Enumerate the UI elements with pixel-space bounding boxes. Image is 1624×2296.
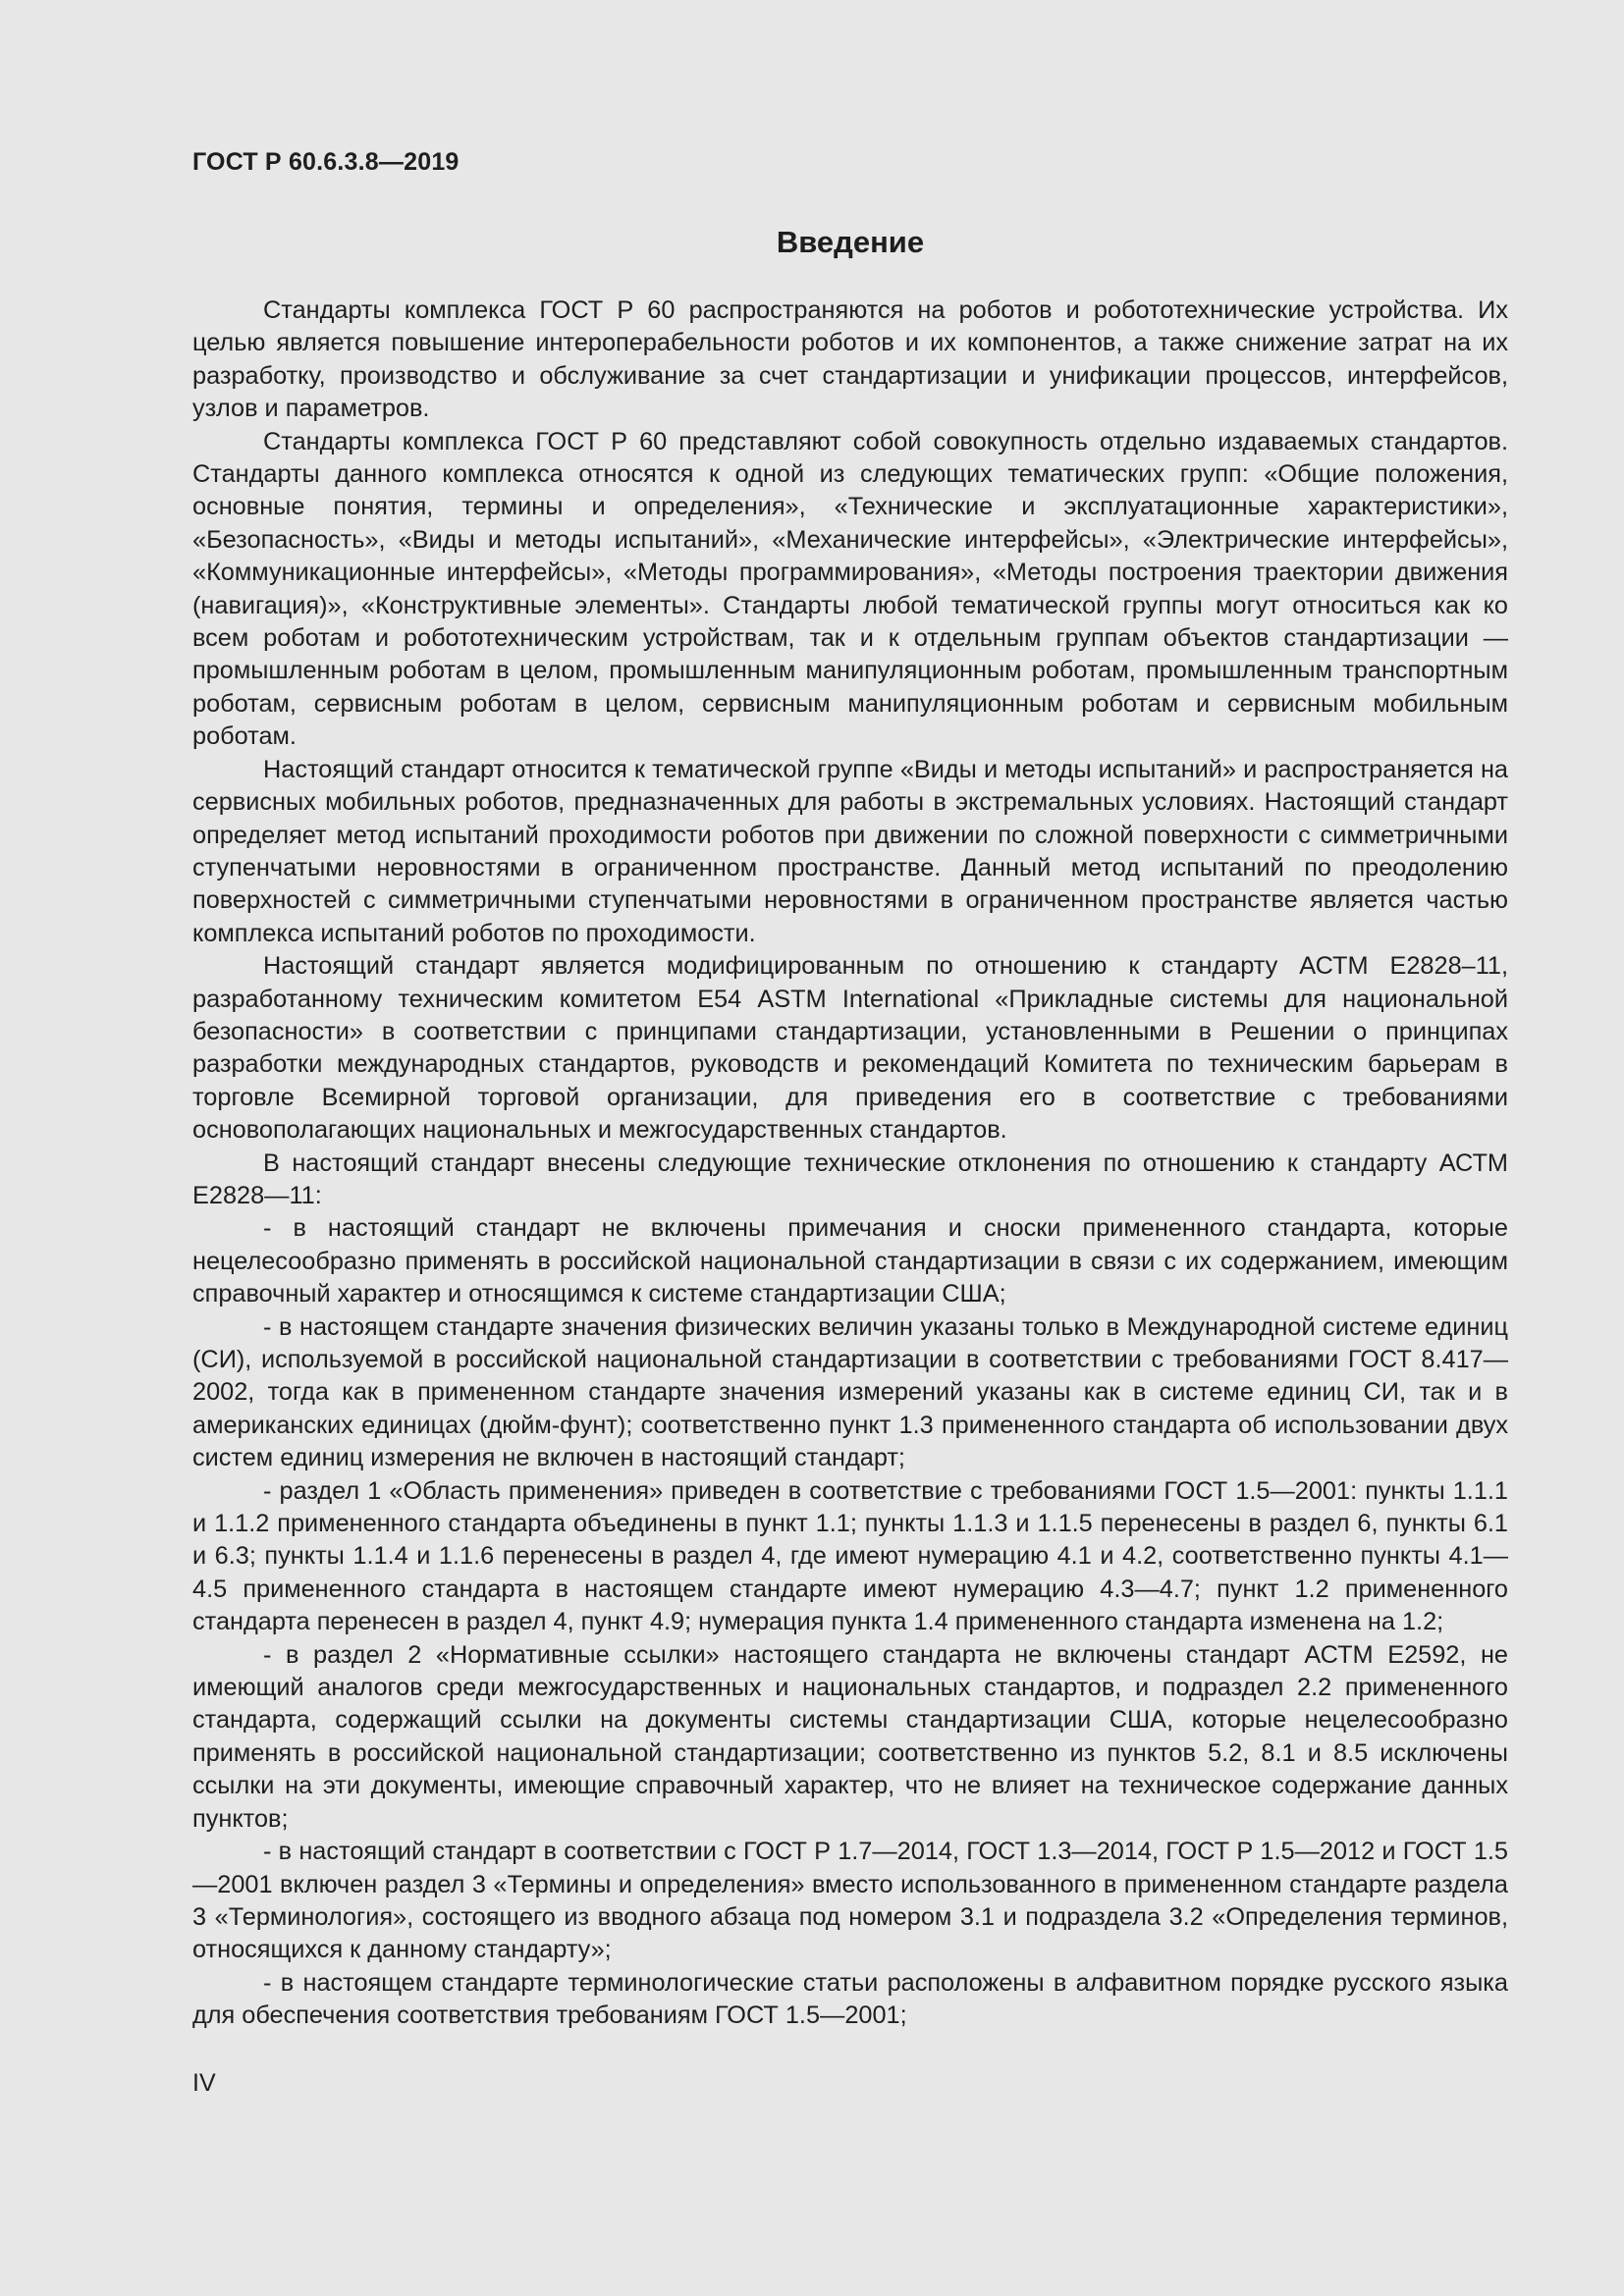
list-item: - в настоящий стандарт не включены примечания и сноски примененного стандарта, которые нецелесообразно применять в российской национальной стандартизации в связи с их содержанием, имеющим справочный характер и относящимся к системе стандартизации США;: [192, 1214, 1508, 1308]
page-number: IV: [192, 2069, 216, 2097]
paragraph: Настоящий стандарт относится к тематической группе «Виды и методы испытаний» и распространяется на сервисных мобильных роботов, предназначенных для работы в экстремальных условиях. Настоящий стандарт определяет метод испытаний проходимости роботов при движении по сложной поверхности с симметричными ступенчатыми неровностями в ограниченном пространстве. Данный метод испытаний по преодолению поверхностей с симметричными ступенчатыми неровностями в ограниченном пространстве является частью комплекса испытаний роботов по проходимости.: [192, 755, 1508, 947]
list-item: - в настоящем стандарте терминологические статьи расположены в алфавитном порядке русского языка для обеспечения соответствия требованиям ГОСТ 1.5—2001;: [192, 1968, 1508, 2030]
list-item: - в настоящий стандарт в соответствии с ГОСТ Р 1.7—2014, ГОСТ 1.3—2014, ГОСТ Р 1.5—2012 и ГОСТ 1.5—2001 включен раздел 3 «Термины и определения» вместо использованного в примененном стандарте раздела 3 «Терминология», состоящего из вводного абзаца под номером 3.1 и подраздела 3.2 «Определения терминов, относящихся к данному стандарту»;: [192, 1838, 1508, 1964]
paragraph: Стандарты комплекса ГОСТ Р 60 распространяются на роботов и робототехнические устройства. Их целью является повышение интероперабельности роботов и их компонентов, а также снижение затрат на их разработку, производство и обслуживание за счет стандартизации и унификации процессов, интерфейсов, узлов и параметров.: [192, 296, 1508, 423]
paragraph: В настоящий стандарт внесены следующие технические отклонения по отношению к стандарту АСТМ Е2828—11:: [192, 1148, 1508, 1209]
document-header: ГОСТ Р 60.6.3.8—2019: [192, 148, 460, 176]
section-title: Введение: [776, 225, 925, 259]
paragraph: Настоящий стандарт является модифицированным по отношению к стандарту АСТМ Е2828–11, разработанному техническим комитетом Е54 ASTM International «Прикладные системы для национальной безопасности» в соответствии с принципами стандартизации, установленными в Решении о принципах разработки международных стандартов, руководств и рекомендаций Комитета по техническим барьерам в торговле Всемирной торговой организации, для приведения его в соответствие с требованиями основополагающих национальных и межгосударственных стандартов.: [192, 952, 1508, 1145]
list-item: - в настоящем стандарте значения физических величин указаны только в Международной системе единиц (СИ), используемой в российской национальной стандартизации в соответствии с требованиями ГОСТ 8.417—2002, тогда как в примененном стандарте значения измерений указаны как в системе единиц СИ, так и в американских единицах (дюйм-фунт); соответственно пункт 1.3 примененного стандарта об использовании двух систем единиц измерения не включен в настоящий стандарт;: [192, 1312, 1508, 1472]
list-item: - в раздел 2 «Нормативные ссылки» настоящего стандарта не включены стандарт АСТМ Е2592, не имеющий аналогов среди межгосударственных и национальных стандартов, и подраздел 2.2 примененного стандарта, содержащий ссылки на документы системы стандартизации США, которые нецелесообразно применять в российской национальной стандартизации; соответственно из пунктов 5.2, 8.1 и 8.5 исключены ссылки на эти документы, имеющие справочный характер, что не влияет на техническое содержание данных пунктов;: [192, 1640, 1508, 1833]
paragraph: Стандарты комплекса ГОСТ Р 60 представляют собой совокупность отдельно издаваемых стандартов. Стандарты данного комплекса относятся к одной из следующих тематических групп: «Общие положения, основные понятия, термины и определения», «Технические и эксплуатационные характеристики», «Безопасность», «Виды и методы испытаний», «Механические интерфейсы», «Электрические интерфейсы», «Коммуникационные интерфейсы», «Методы программирования», «Методы построения траектории движения (навигация)», «Конструктивные элементы». Стандарты любой тематической группы могут относиться как ко всем роботам и робототехническим устройствам, так и к отдельным группам объектов стандартизации — промышленным роботам в целом, промышленным манипуляционным роботам, промышленным транспортным роботам, сервисным роботам в целом, сервисным манипуляционным роботам и сервисным мобильным роботам.: [192, 427, 1508, 751]
body-text: [192, 294, 1508, 2033]
list-item: - раздел 1 «Область применения» приведен в соответствие с требованиями ГОСТ 1.5—2001: пункты 1.1.1 и 1.1.2 примененного стандарта объединены в пункт 1.1; пункты 1.1.3 и 1.1.5 перенесены в раздел 6, пункты 6.1 и 6.3; пункты 1.1.4 и 1.1.6 перенесены в раздел 4, где имеют нумерацию 4.1 и 4.2, соответственно пункты 4.1—4.5 примененного стандарта в настоящем стандарте имеют нумерацию 4.3—4.7; пункт 1.2 примененного стандарта перенесен в раздел 4, пункт 4.9; нумерация пункта 1.4 примененного стандарта изменена на 1.2;: [192, 1476, 1508, 1636]
